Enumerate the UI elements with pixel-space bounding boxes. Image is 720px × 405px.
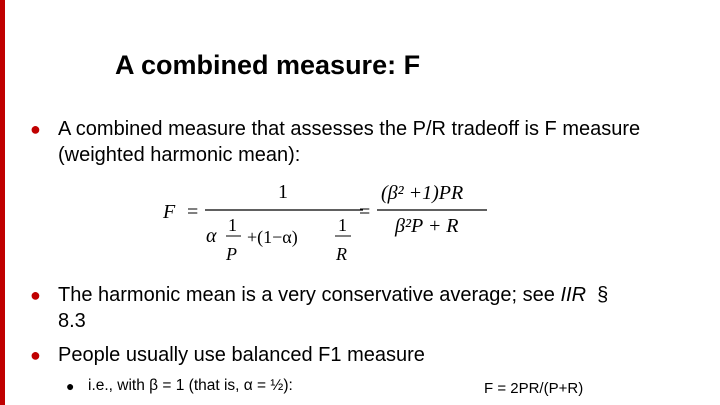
bullet-1-line-1: A combined measure that assesses the P/R tradeoff is F measure bbox=[58, 118, 641, 140]
bullet-dot-icon: ● bbox=[30, 285, 41, 305]
iir-reference: IIR bbox=[560, 284, 587, 306]
formula-numerator-2: (β² +1)PR bbox=[381, 182, 464, 204]
bullet-dot-icon: ● bbox=[30, 345, 41, 365]
formula-lhs: F bbox=[163, 201, 176, 223]
sub-bullet: i.e., with β = 1 (that is, α = ½): bbox=[88, 377, 293, 394]
f-measure-formula bbox=[155, 172, 515, 272]
bullet-dot-icon: ● bbox=[30, 119, 41, 139]
bullet-1-line-2: (weighted harmonic mean): bbox=[58, 144, 301, 166]
formula-denominator-2: β²P + R bbox=[395, 215, 459, 237]
formula-p: P bbox=[226, 244, 237, 264]
formula-equals-2: = bbox=[359, 201, 371, 223]
bullet-2 bbox=[58, 282, 708, 334]
formula-r: R bbox=[336, 244, 347, 264]
formula-equals-1: = bbox=[187, 201, 199, 223]
bullet-2-line-1 bbox=[58, 282, 708, 308]
sub-bullet-dot-icon: ● bbox=[66, 378, 75, 394]
formula-one-p: 1 bbox=[228, 215, 237, 235]
formula-one-r: 1 bbox=[338, 215, 347, 235]
formula-one-minus-alpha: +(1−α) bbox=[247, 227, 298, 247]
formula-numerator-1: 1 bbox=[278, 181, 288, 203]
bullet-3: People usually use balanced F1 measure bbox=[58, 344, 425, 366]
formula-alpha: α bbox=[206, 225, 217, 247]
f1-formula: F = 2PR/(P+R) bbox=[484, 380, 584, 397]
section-sign: § bbox=[586, 284, 609, 306]
bullet-1 bbox=[58, 116, 708, 168]
slide-title: A combined measure: F bbox=[115, 50, 421, 80]
accent-bar bbox=[0, 0, 5, 405]
bullet-2-text: The harmonic mean is a very conservative average; see bbox=[58, 284, 561, 306]
bullet-2-line-2: 8.3 bbox=[58, 310, 86, 332]
